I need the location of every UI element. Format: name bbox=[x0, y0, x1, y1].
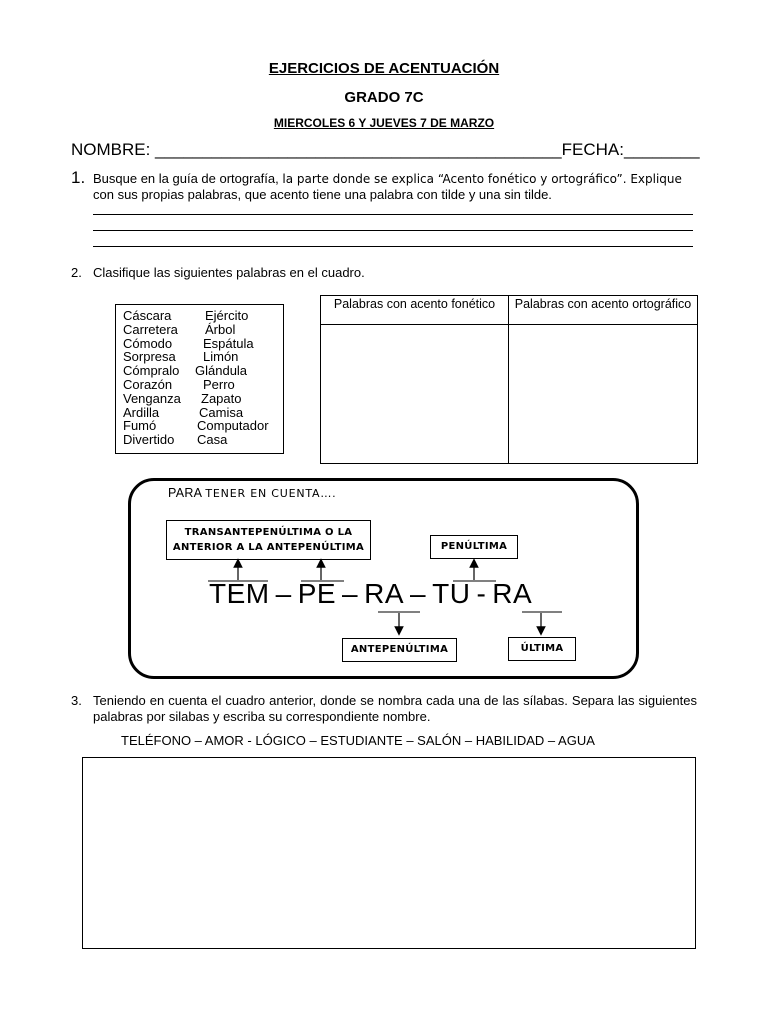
info-heading-tener: TENER EN CUENTA…. bbox=[205, 487, 337, 500]
syllable: RA bbox=[492, 578, 533, 609]
word-left: Cáscara bbox=[123, 308, 172, 323]
info-heading-para: PARA bbox=[168, 486, 206, 500]
word-left: Ardilla bbox=[123, 404, 160, 420]
syllable: PE bbox=[297, 578, 337, 609]
name-date-line: NOMBRE: ___________________________________________FECHA:________ bbox=[71, 140, 700, 159]
grade-label: GRADO 7C bbox=[344, 89, 424, 106]
word-left: Corazón bbox=[123, 377, 173, 392]
syllable: RA bbox=[364, 578, 405, 609]
word-right: Limón bbox=[203, 349, 239, 365]
question-1-text-part-b: la parte donde se explica “Acento fonético y ortográfico”. Explique bbox=[282, 172, 682, 186]
table-header-fonetico: Palabras con acento fonético bbox=[333, 297, 496, 311]
question-1-text-part-a: Busque en la guía de ortografía, bbox=[93, 171, 283, 186]
word-right: Árbol bbox=[205, 321, 236, 337]
syllable-separator: - bbox=[476, 578, 487, 609]
question-1-text-part-c: con sus propias palabras, que acento tiene una palabra con tilde y una sin tilde. bbox=[93, 187, 552, 202]
word-left: Cómpralo bbox=[123, 363, 180, 379]
worksheet-title: EJERCICIOS DE ACENTUACIÓN bbox=[268, 60, 500, 77]
date-label: MIERCOLES 6 Y JUEVES 7 DE MARZO bbox=[273, 116, 495, 130]
word-left: Venganza bbox=[123, 390, 181, 406]
word-left: Fumó bbox=[123, 418, 157, 434]
label-penultima: PENÚLTIMA bbox=[430, 535, 518, 559]
word-right: Computador bbox=[197, 418, 269, 434]
word-left: Divertido bbox=[123, 432, 175, 448]
label-transantepenultima: TRANSANTEPENÚLTIMA O LA ANTERIOR A LA ANTEPENÚLTIMA bbox=[166, 520, 371, 560]
syllable-separator: – bbox=[342, 578, 359, 609]
words-to-separate: TELÉFONO – AMOR - LÓGICO – ESTUDIANTE – SALÓN – HABILIDAD – AGUA bbox=[121, 733, 595, 748]
syllable-separator: – bbox=[275, 578, 292, 609]
question-2-text: Clasifique las siguientes palabras en el cuadro. bbox=[93, 265, 365, 280]
word-right: Perro bbox=[203, 377, 235, 392]
question-2-number: 2. bbox=[71, 265, 82, 280]
question-1-number: 1. bbox=[71, 168, 86, 187]
word-left: Carretera bbox=[123, 321, 178, 337]
word-left: Sorpresa bbox=[123, 349, 176, 365]
syllable-word bbox=[206, 578, 535, 610]
word-right: Espátula bbox=[203, 335, 254, 351]
word-right: Camisa bbox=[199, 404, 244, 420]
question-3-number: 3. bbox=[71, 693, 82, 708]
question-3-text: Teniendo en cuenta el cuadro anterior, donde se nombra cada una de las sílabas. Separa las siguientes palabras por silabas y escriba su correspondiente nombre. bbox=[93, 693, 697, 724]
word-right: Glándula bbox=[195, 363, 248, 379]
word-right: Casa bbox=[197, 432, 228, 448]
syllable: TU bbox=[432, 578, 471, 609]
label-ultima: ÚLTIMA bbox=[508, 637, 576, 661]
label-antepenultima: ANTEPENÚLTIMA bbox=[342, 638, 457, 662]
word-right: Zapato bbox=[201, 390, 242, 406]
word-left: Cómodo bbox=[123, 335, 173, 351]
word-right: Ejército bbox=[205, 308, 249, 323]
answer-box[interactable] bbox=[82, 757, 696, 949]
syllable-separator: – bbox=[410, 578, 427, 609]
table-header-ortografico: Palabras con acento ortográfico bbox=[514, 297, 692, 311]
syllable: TEM bbox=[209, 578, 270, 609]
